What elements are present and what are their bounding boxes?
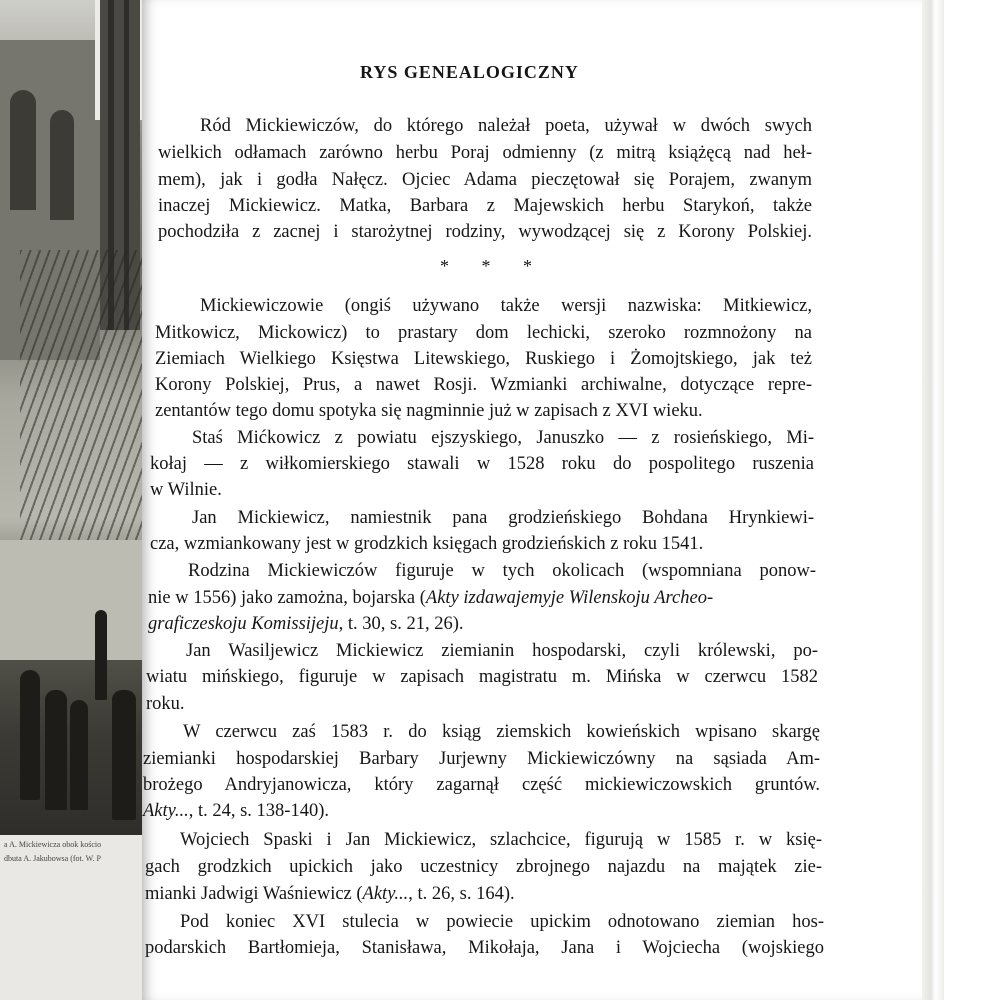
person-figure	[70, 700, 88, 810]
text-line: wiatu mińskiego, figuruje w zapisach magistratu m. Mińska w czerwcu 1582	[146, 667, 818, 687]
text-line: brożego Andryjanowicza, który zagarnął część mickiewiczowskich gruntów.	[143, 775, 820, 795]
text-line: mem), jak i godła Nałęcz. Ojciec Adama pieczętował się Porajem, zwanym	[158, 170, 812, 190]
text-line: kołaj — z wiłkomierskiego stawali w 1528 roku do pospolitego ruszenia	[150, 454, 814, 474]
text-line: w Wilnie.	[150, 480, 222, 500]
text-line: roku.	[146, 694, 185, 714]
text-segment: , t. 26, s. 164).	[408, 884, 515, 904]
church-window	[10, 90, 36, 210]
church-window	[50, 110, 74, 220]
text-line: cza, wzmiankowany jest w grodzkich księgach grodzieńskich z roku 1541.	[150, 534, 704, 554]
section-separator: * * *	[440, 256, 546, 276]
text-line: Wojciech Spaski i Jan Mickiewicz, szlachcice, figurują w 1585 r. w księ-	[180, 830, 822, 850]
caption-line: dbuta A. Jakubowsa (fot. W. P	[4, 854, 101, 863]
text-line: W czerwcu zaś 1583 r. do ksiąg ziemskich kowieńskich wpisano skargę	[183, 722, 820, 742]
text-line: Ziemiach Wielkiego Księstwa Litewskiego, Ruskiego i Żomojtskiego, jak też	[155, 349, 812, 369]
person-figure	[95, 610, 107, 700]
person-figure	[45, 690, 67, 810]
text-line: wielkich odłamach zarówno herbu Poraj odmienny (z mitrą książęcą nad heł-	[158, 143, 812, 163]
text-line: Ród Mickiewiczów, do którego należał poeta, używał w dwóch swych	[200, 116, 812, 136]
left-page	[0, 0, 150, 1000]
church-photo	[0, 0, 142, 835]
text-line	[148, 614, 464, 635]
text-line: inaczej Mickiewicz. Matka, Barbara z Majewskich herbu Starykoń, także	[158, 196, 812, 216]
text-segment: , t. 24, s. 138-140).	[188, 801, 330, 821]
text-line: gach grodzkich upickich jako uczestnicy zbrojnego najazdu na majątek zie-	[145, 857, 822, 877]
italic-source-title: Akty izdawajemyje Wilenskoju Archeo-	[425, 588, 714, 608]
ground	[0, 540, 142, 660]
text-line: Rodzina Mickiewiczów figuruje w tych okolicach (wspomniana ponow-	[188, 561, 816, 581]
tree-branches	[20, 250, 142, 580]
text-line: Staś Mićkowicz z powiatu ejszyskiego, Januszko — z rosieńskiego, Mi-	[192, 428, 814, 448]
caption-line: a A. Mickiewicza obok kościo	[4, 840, 102, 849]
text-line: Korony Polskiej, Prus, a nawet Rosji. Wzmianki archiwalne, dotyczące repre-	[155, 375, 812, 395]
text-line	[143, 801, 329, 822]
text-line: podarskich Bartłomieja, Stanisława, Mikołaja, Jana i Wojciecha (wojskiego	[145, 938, 824, 958]
text-line	[148, 588, 713, 609]
text-line: ziemianki hospodarskiej Barbary Jurjewny Mickiewiczówny na sąsiada Am-	[143, 749, 820, 769]
person-figure	[112, 690, 136, 820]
italic-source-title: graficzeskoju Komissijeju	[148, 614, 339, 634]
person-figure	[20, 670, 40, 800]
text-line	[145, 884, 515, 905]
text-segment: mianki Jadwigi Waśniewicz (	[145, 884, 363, 904]
text-segment: , t. 30, s. 21, 26).	[338, 614, 464, 634]
text-line: Mitkowicz, Mickowicz) to prastary dom lechicki, szeroko rozmnożony na	[155, 323, 812, 343]
text-line: Jan Mickiewicz, namiestnik pana grodzieńskiego Bohdana Hrynkiewi-	[192, 508, 814, 528]
italic-source-title: Akty...	[362, 884, 409, 904]
text-segment: nie w 1556) jako zamożna, bojarska (	[148, 588, 426, 608]
text-line: Mickiewiczowie (ongiś używano także wersji nazwiska: Mitkiewicz,	[200, 296, 812, 316]
italic-source-title: Akty...	[143, 801, 189, 821]
chapter-title: RYS GENEALOGICZNY	[360, 62, 579, 82]
text-line: Jan Wasiljewicz Mickiewicz ziemianin hospodarski, czyli królewski, po-	[186, 641, 818, 661]
text-line: pochodziła z zacnej i starożytnej rodziny, wywodzącej się z Korony Polskiej.	[158, 222, 812, 242]
photo-caption	[0, 838, 154, 898]
page-edge	[922, 0, 944, 1000]
text-line: zentantów tego domu spotyka się nagminnie już w zapisach z XVI wieku.	[155, 401, 703, 421]
text-line: Pod koniec XVI stulecia w powiecie upickim odnotowano ziemian hos-	[180, 912, 824, 932]
